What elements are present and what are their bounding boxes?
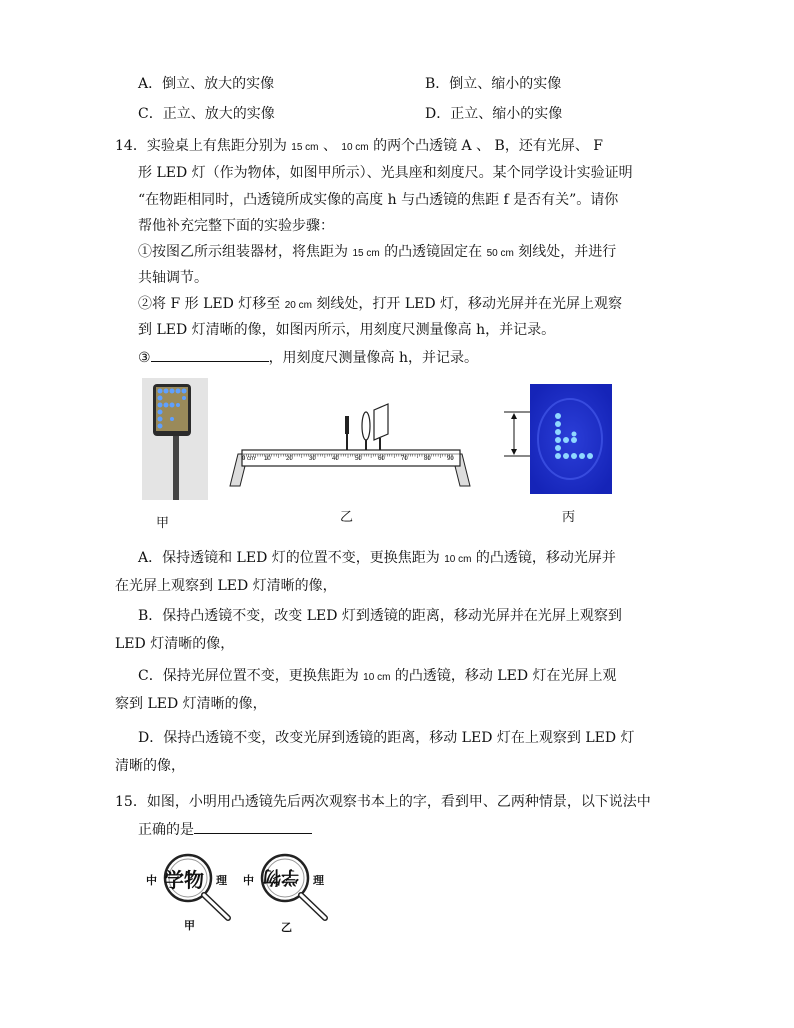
q14-line3: “在物距相同时，凸透镜所成实像的高度 h 与凸透镜的焦距 f 是否有关”。请你 bbox=[138, 192, 619, 208]
step-text: ③ bbox=[138, 350, 151, 366]
text-right: 理 bbox=[216, 875, 227, 887]
figure-bing-caption: 丙 bbox=[562, 510, 576, 525]
inverted-magnified-text: 学物 bbox=[263, 866, 299, 887]
q14-line1 bbox=[115, 136, 603, 158]
magnifier-yi-caption: 乙 bbox=[281, 922, 292, 934]
q14-option-c-cont: 察到 LED 灯清晰的像， bbox=[115, 696, 267, 712]
tick-label: 80 bbox=[424, 456, 431, 462]
option-text: 的凸透镜，移动光屏并 bbox=[471, 550, 616, 566]
q14-text: 、 bbox=[318, 138, 342, 154]
magnified-text: 学物 bbox=[164, 868, 204, 892]
tick-label: 90 bbox=[447, 456, 454, 462]
q14-option-d-cont: 清晰的像， bbox=[115, 758, 185, 774]
figure-yi-caption: 乙 bbox=[340, 510, 354, 525]
figure-jia-caption: 甲 bbox=[156, 516, 170, 531]
step-text: 刻线处，打开 LED 灯，移动光屏并在光屏上观察 bbox=[311, 296, 623, 312]
tick-label: 20 bbox=[286, 456, 293, 462]
magnifier-yi bbox=[243, 848, 343, 928]
q14-step1-cont: 共轴调节。 bbox=[138, 270, 208, 286]
step-text: 刻线处，并进行 bbox=[513, 244, 617, 260]
step-text: ①按图乙所示组装器材，将焦距为 bbox=[138, 244, 353, 260]
q14-text: 的两个凸透镜 A 、 B，还有光屏、 F bbox=[368, 138, 604, 154]
option-text: 的凸透镜，移动 LED 灯在光屏上观 bbox=[390, 668, 617, 684]
q13-option-c: C．正立、放大的实像 bbox=[138, 106, 275, 122]
text-right: 理 bbox=[313, 875, 324, 887]
unit: 10 cm bbox=[363, 672, 391, 683]
q14-step3 bbox=[138, 346, 478, 368]
q15-line1: 15．如图，小明用凸透镜先后两次观察书本上的字，看到甲、乙两种情景，以下说法中 bbox=[115, 794, 651, 810]
q14-option-d: D．保持凸透镜不变，改变光屏到透镜的距离，移动 LED 灯在上观察到 LED 灯 bbox=[138, 730, 635, 746]
q14-text: 14．实验桌上有焦距分别为 bbox=[115, 138, 292, 154]
q13-option-d: D．正立、缩小的实像 bbox=[425, 106, 563, 122]
q14-step1 bbox=[138, 242, 616, 264]
tick-label: 30 bbox=[309, 456, 316, 462]
q14-line2: 形 LED 灯（作为物体，如图甲所示）、光具座和刻度尺。某个同学设计实验证明 bbox=[138, 165, 633, 181]
option-text: A．保持透镜和 LED 灯的位置不变，更换焦距为 bbox=[138, 550, 445, 566]
step-text: 的凸透镜固定在 bbox=[379, 244, 487, 260]
screen-image-icon bbox=[500, 384, 612, 494]
tick-label: 50 bbox=[355, 456, 362, 462]
q14-step2 bbox=[138, 294, 622, 316]
ruler-tick-labels bbox=[242, 456, 460, 466]
magnifier-jia bbox=[146, 848, 246, 928]
answer-blank[interactable] bbox=[151, 346, 269, 362]
led-board-icon bbox=[142, 378, 208, 500]
q13-option-a: A．倒立、放大的实像 bbox=[138, 76, 275, 92]
q14-option-b-cont: LED 灯清晰的像， bbox=[115, 636, 235, 652]
figure-yi-optical-bench bbox=[226, 400, 474, 492]
q14-option-c bbox=[138, 666, 617, 688]
answer-blank[interactable] bbox=[194, 818, 312, 834]
text-left: 中 bbox=[146, 875, 157, 887]
tick-label: 0 cm bbox=[242, 456, 256, 462]
q13-option-b: B．倒立、缩小的实像 bbox=[425, 76, 562, 92]
q15-text: 正确的是 bbox=[138, 822, 194, 838]
unit: 50 cm bbox=[486, 248, 514, 259]
q14-option-a-cont: 在光屏上观察到 LED 灯清晰的像， bbox=[115, 578, 337, 594]
q14-line4: 帮他补充完整下面的实验步骤： bbox=[138, 218, 334, 234]
q14-option-b: B．保持凸透镜不变，改变 LED 灯到透镜的距离，移动光屏并在光屏上观察到 bbox=[138, 608, 622, 624]
tick-label: 60 bbox=[378, 456, 385, 462]
tick-label: 10 bbox=[264, 456, 271, 462]
figure-jia-photo bbox=[142, 378, 208, 500]
step-text: ②将 F 形 LED 灯移至 bbox=[138, 296, 285, 312]
magnifier-jia-caption: 甲 bbox=[184, 920, 195, 932]
option-text: C．保持光屏位置不变，更换焦距为 bbox=[138, 668, 364, 684]
unit: 20 cm bbox=[284, 300, 312, 311]
unit: 10 cm bbox=[341, 142, 369, 153]
step-text: ，用刻度尺测量像高 h，并记录。 bbox=[268, 350, 479, 366]
optical-bench-icon bbox=[226, 400, 474, 492]
figure-bing-image bbox=[500, 384, 612, 494]
tick-label: 40 bbox=[332, 456, 339, 462]
text-left: 中 bbox=[243, 875, 254, 887]
q14-option-a bbox=[138, 548, 616, 570]
tick-label: 70 bbox=[401, 456, 408, 462]
unit: 10 cm bbox=[444, 554, 472, 565]
unit: 15 cm bbox=[352, 248, 380, 259]
unit: 15 cm bbox=[291, 142, 319, 153]
q15-line2 bbox=[138, 818, 312, 840]
q14-step2-cont: 到 LED 灯清晰的像，如图丙所示，用刻度尺测量像高 h，并记录。 bbox=[138, 322, 556, 338]
